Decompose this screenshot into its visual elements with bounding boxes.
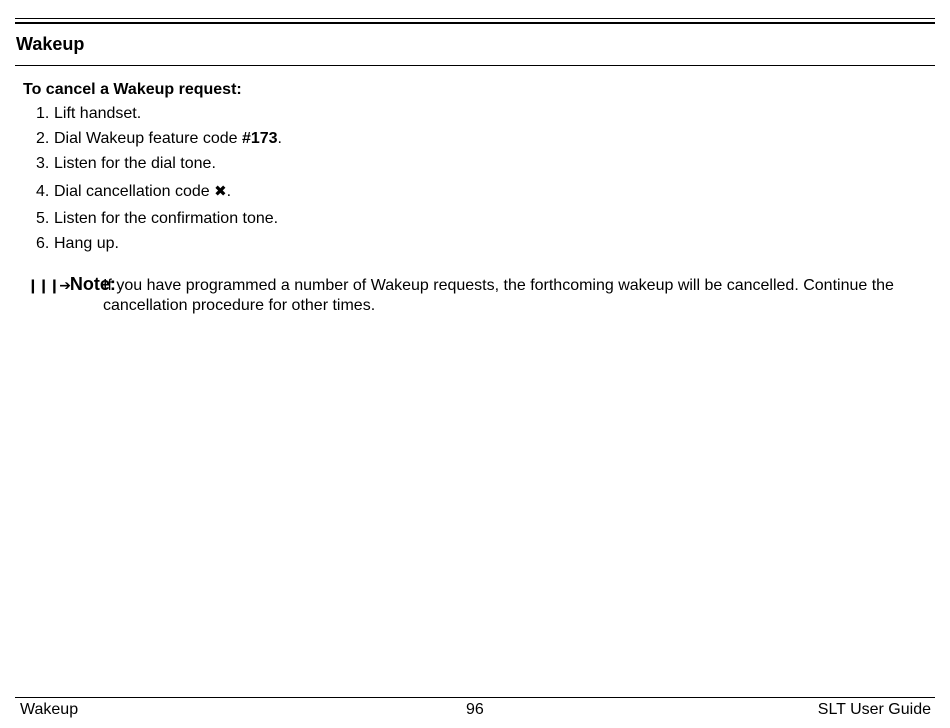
footer-section-name: Wakeup <box>20 701 79 718</box>
step-text: Lift handset. <box>54 105 142 122</box>
step-number: 5. <box>36 210 50 227</box>
step-item <box>36 154 216 174</box>
title-rule <box>15 65 935 66</box>
step-suffix: . <box>277 130 282 147</box>
footer-page-number: 96 <box>466 701 484 718</box>
note-text: If you have programmed a number of Wakeup requests, the forthcoming wakeup will be cancelled. Continue the cancellation procedure for other times. <box>103 277 894 314</box>
procedure-heading: To cancel a Wakeup request: <box>23 81 242 98</box>
step-item <box>36 129 282 149</box>
header-rule-bottom <box>15 22 935 24</box>
step-suffix: . <box>226 183 232 200</box>
step-text: Dial cancellation code <box>54 183 215 200</box>
step-item <box>36 104 141 124</box>
section-title: Wakeup <box>16 34 85 54</box>
step-text: Hang up. <box>54 235 119 252</box>
step-number: 1. <box>36 105 50 122</box>
step-number: 2. <box>36 130 50 147</box>
step-text: Listen for the confirmation tone. <box>54 210 279 227</box>
feature-code: #173 <box>241 130 278 147</box>
step-number: 3. <box>36 155 50 172</box>
step-number: 4. <box>36 183 50 200</box>
step-item <box>36 209 278 229</box>
step-text: Listen for the dial tone. <box>54 155 216 172</box>
step-text: Dial Wakeup feature code <box>54 130 242 147</box>
note-arrow-icon: ❙❙❙➔ <box>27 277 70 293</box>
step-number: 6. <box>36 235 50 252</box>
step-item <box>36 182 231 202</box>
cancel-key-icon: ✖ <box>214 183 227 200</box>
header-rule-top <box>15 18 935 19</box>
step-item <box>36 234 119 254</box>
footer-document-title: SLT User Guide <box>817 701 931 718</box>
footer-rule <box>15 697 935 698</box>
note-label: Note: <box>69 274 116 294</box>
